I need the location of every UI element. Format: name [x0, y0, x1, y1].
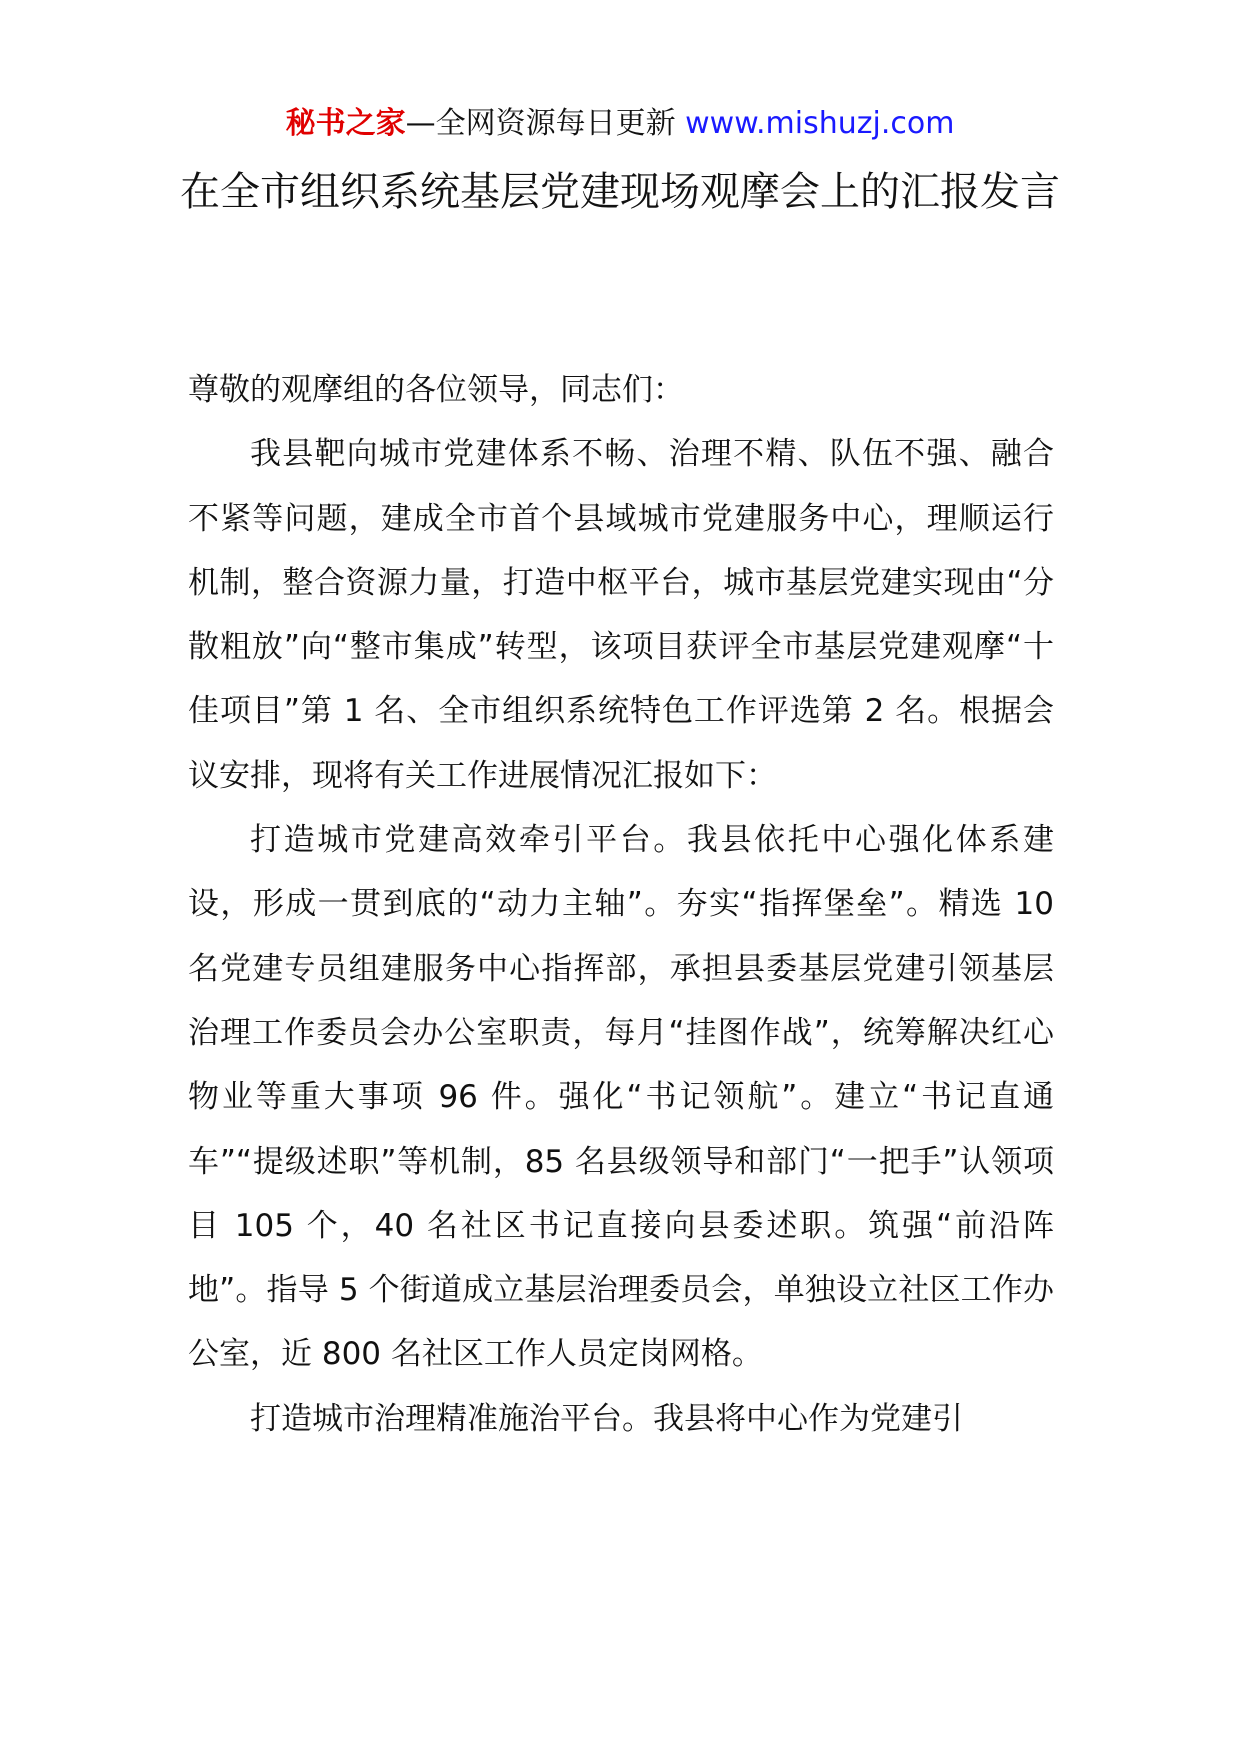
salutation: 尊敬的观摩组的各位领导，同志们： [188, 372, 684, 408]
site-banner [0, 104, 1240, 144]
paragraph-section-1: 打造城市党建高效牵引平台。我县依托中心强化体系建设，形成一贯到底的“动力主轴”。夯实“指挥堡垒”。精选 10 名党建专员组建服务中心指挥部，承担县委基层党建引领基层治理工作委员会办公室职责，每月“挂图作战”，统筹解决红心物业等重大事项 96 件。强化“书记领航”。建立“书记直通车”“提级述职”等机制，85 名县级领导和部门“一把手”认领项目 105 个，40 名社区书记直接向县委述职。筑强“前沿阵地”。指导 5 个街道成立基层治理委员会，单独设立社区工作办公室，近 800 名社区工作人员定岗网格。 [188, 822, 1054, 1373]
document-body [188, 358, 1054, 1451]
paragraph-intro: 我县靶向城市党建体系不畅、治理不精、队伍不强、融合不紧等问题，建成全市首个县域城市党建服务中心，理顺运行机制，整合资源力量，打造中枢平台，城市基层党建实现由“分散粗放”向“整市集成”转型，该项目获评全市基层党建观摩“十佳项目”第 1 名、全市组织系统特色工作评选第 2 名。根据会议安排，现将有关工作进展情况汇报如下： [188, 436, 1054, 794]
site-url: www.mishuzj.com [685, 106, 955, 141]
banner-tagline: —全网资源每日更新 [405, 106, 676, 141]
brand-name: 秘书之家 [285, 106, 406, 141]
document-title: 在全市组织系统基层党建现场观摩会上的汇报发言 [180, 169, 1060, 215]
paragraph-section-2: 打造城市治理精准施治平台。我县将中心作为党建引 [250, 1400, 963, 1437]
